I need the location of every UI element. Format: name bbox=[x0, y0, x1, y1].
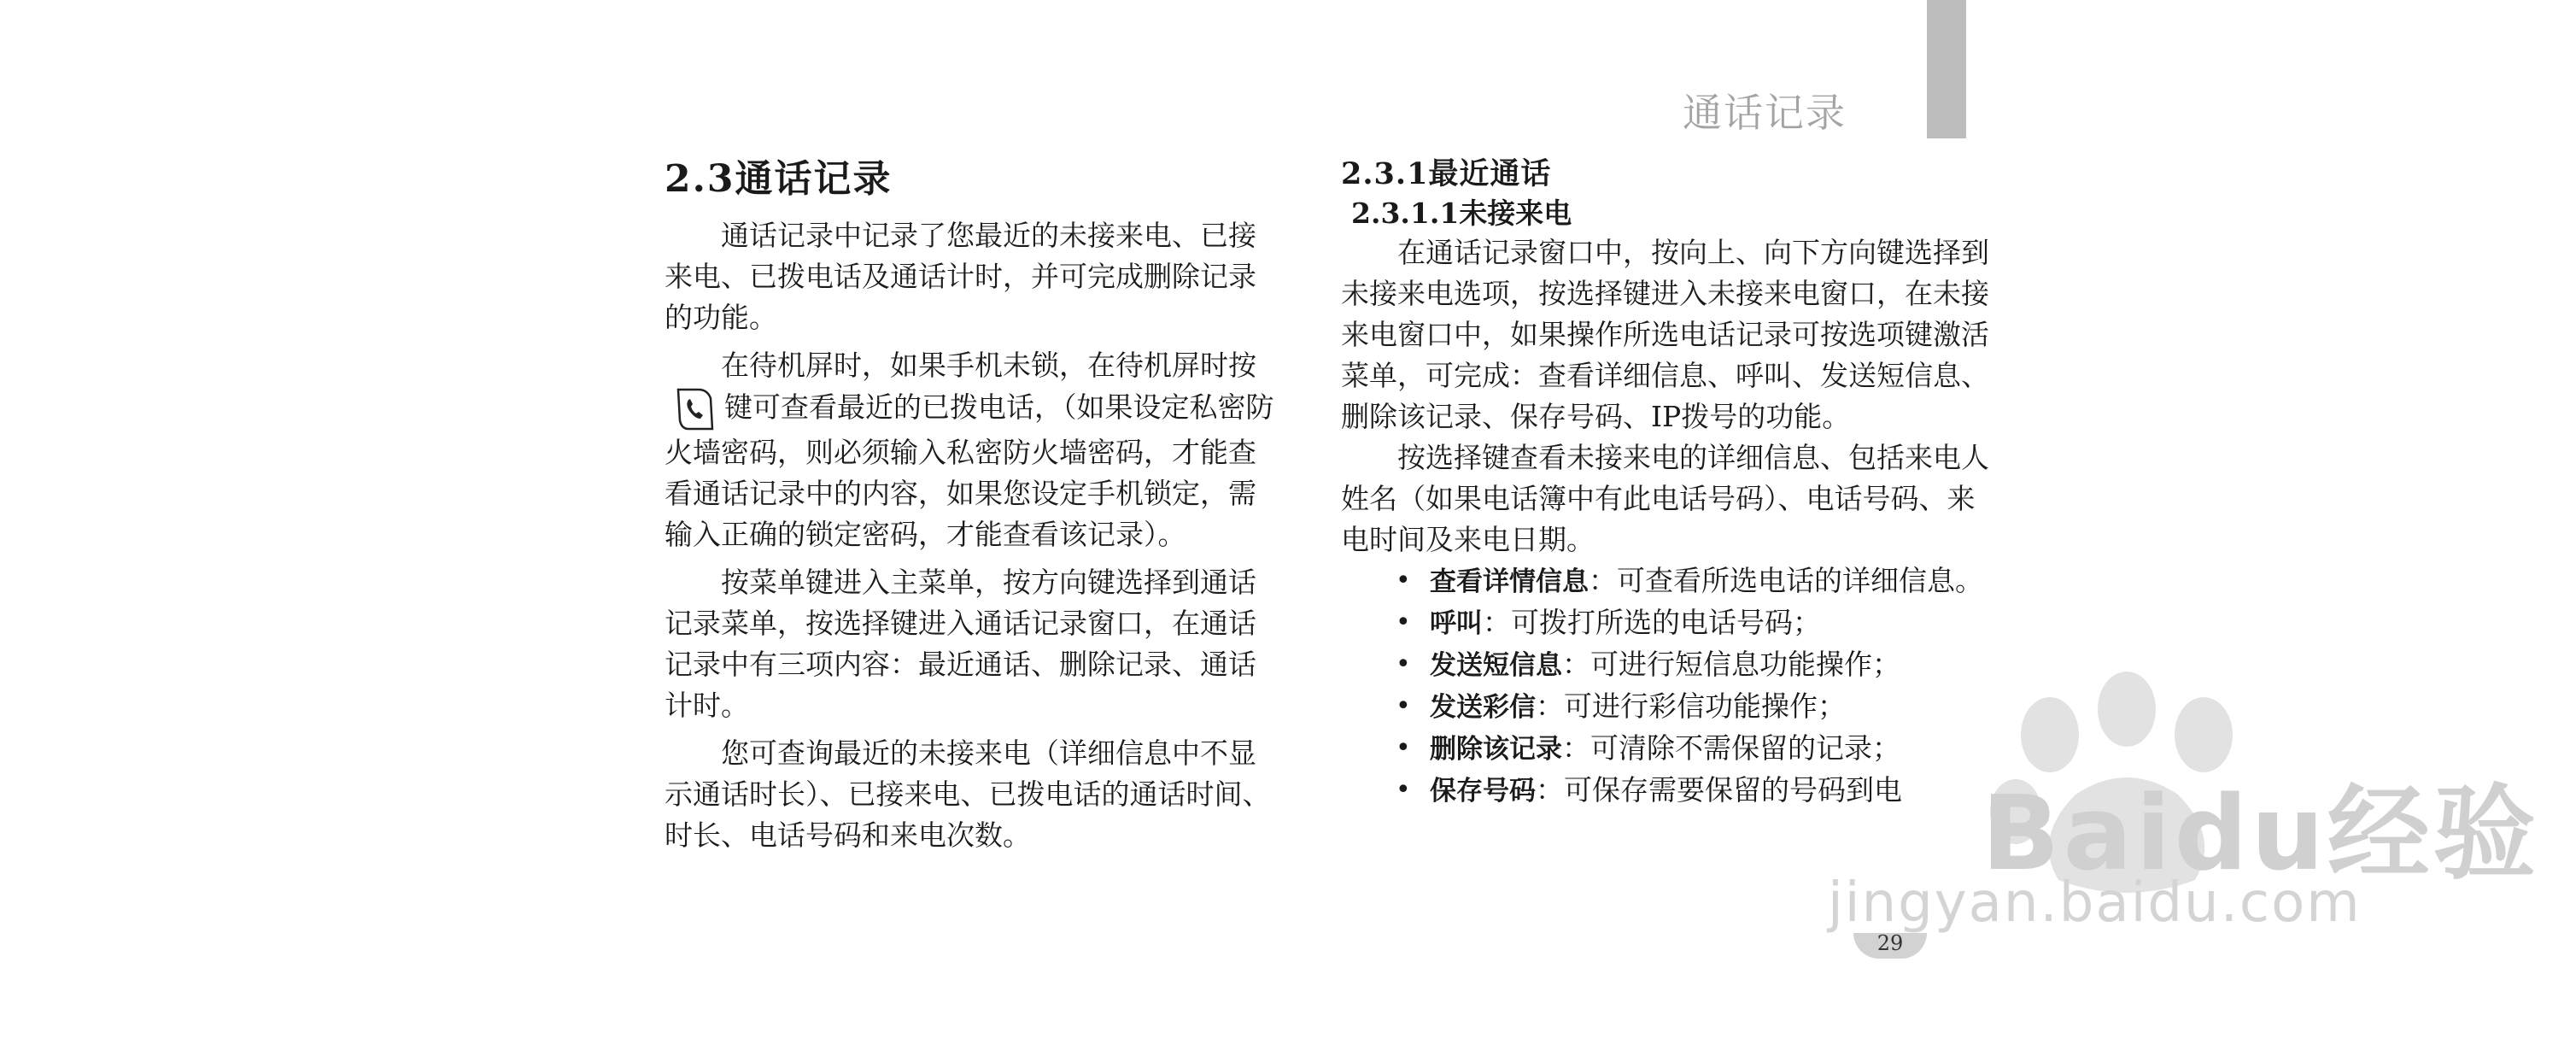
bullet: • bbox=[1396, 649, 1411, 679]
chapter-tab-bar bbox=[1927, 0, 1966, 138]
feature-term: 发送短信息 bbox=[1430, 650, 1562, 681]
bullet: • bbox=[1396, 775, 1411, 805]
right-paragraph-2: 按选择键查看未接来电的详细信息、包括来电人姓名（如果电话簿中有此电话号码）、电话号码、来电时间及来电日期。 bbox=[1341, 441, 1989, 556]
list-item bbox=[1341, 602, 1990, 644]
list-item bbox=[1341, 560, 1990, 602]
list-item bbox=[1341, 686, 1990, 728]
feature-desc: ：可进行短信息功能操作； bbox=[1562, 648, 1900, 681]
right-column bbox=[1341, 154, 1990, 812]
subsection-heading: 2.3.1最近通话 bbox=[1341, 156, 1552, 191]
section-heading: 2.3通话记录 bbox=[664, 157, 893, 201]
feature-desc: ：可进行彩信功能操作； bbox=[1536, 689, 1846, 723]
page-number: 29 bbox=[1876, 931, 1904, 955]
feature-term: 发送彩信 bbox=[1430, 692, 1536, 723]
left-column bbox=[664, 154, 1279, 863]
list-item bbox=[1341, 728, 1990, 770]
feature-list bbox=[1341, 560, 1990, 812]
left-paragraph-4: 您可查询最近的未接来电（详细信息中不显示通话时长）、已接来电、已拨电话的通话时间、时长、电话号码和来电次数。 bbox=[664, 736, 1271, 852]
feature-desc: ：可查看所选电话的详细信息。 bbox=[1589, 564, 1983, 597]
left-paragraph-3: 按菜单键进入主菜单，按方向键选择到通话记录菜单，按选择键进入通话记录窗口，在通话记录中有三项内容：最近通话、删除记录、通话计时。 bbox=[664, 566, 1256, 722]
left-paragraph-2 bbox=[664, 345, 1279, 555]
left-paragraph-2-start: 在待机屏时，如果手机未锁，在待机屏时按 bbox=[721, 349, 1256, 382]
left-paragraph-2-end: 键可查看最近的已拨电话，（如果设定私密防火墙密码，则必须输入私密防火墙密码，才能查看通话记录中的内容，如果您设定手机锁定，需输入正确的锁定密码，才能查看该记录）。 bbox=[664, 390, 1274, 551]
subsubsection-heading: 2.3.1.1未接来电 bbox=[1351, 197, 1572, 230]
bullet: • bbox=[1396, 566, 1411, 595]
list-item bbox=[1341, 770, 1990, 812]
bullet: • bbox=[1396, 733, 1411, 763]
feature-term: 查看详情信息 bbox=[1430, 566, 1589, 597]
feature-desc: ：可保存需要保留的号码到电 bbox=[1536, 773, 1902, 807]
right-paragraph-1: 在通话记录窗口中，按向上、向下方向键选择到未接来电选项，按选择键进入未接来电窗口，在未接来电窗口中，如果操作所选电话记录可按选项键激活菜单，可完成：查看详细信息、呼叫、发送短信息、删除该记录、保存号码、IP拨号的功能。 bbox=[1341, 236, 1989, 433]
bullet: • bbox=[1396, 691, 1411, 721]
left-paragraph-1: 通话记录中记录了您最近的未接来电、已接来电、已拨电话及通话计时，并可完成删除记录的功能。 bbox=[664, 219, 1256, 334]
feature-term: 删除该记录 bbox=[1430, 734, 1562, 765]
chapter-header: 通话记录 bbox=[1683, 90, 1847, 136]
feature-term: 呼叫 bbox=[1430, 608, 1483, 639]
watermark-logo: Baidu经验 bbox=[1982, 775, 2539, 894]
phone-handset-icon bbox=[673, 386, 716, 432]
watermark-url: jingyan.baidu.com bbox=[1828, 871, 2362, 935]
bullet: • bbox=[1396, 607, 1411, 637]
feature-desc: ：可拨打所选的电话号码； bbox=[1483, 606, 1821, 639]
list-item bbox=[1341, 644, 1990, 686]
feature-term: 保存号码 bbox=[1430, 776, 1536, 807]
feature-desc: ：可清除不需保留的记录； bbox=[1562, 731, 1900, 765]
